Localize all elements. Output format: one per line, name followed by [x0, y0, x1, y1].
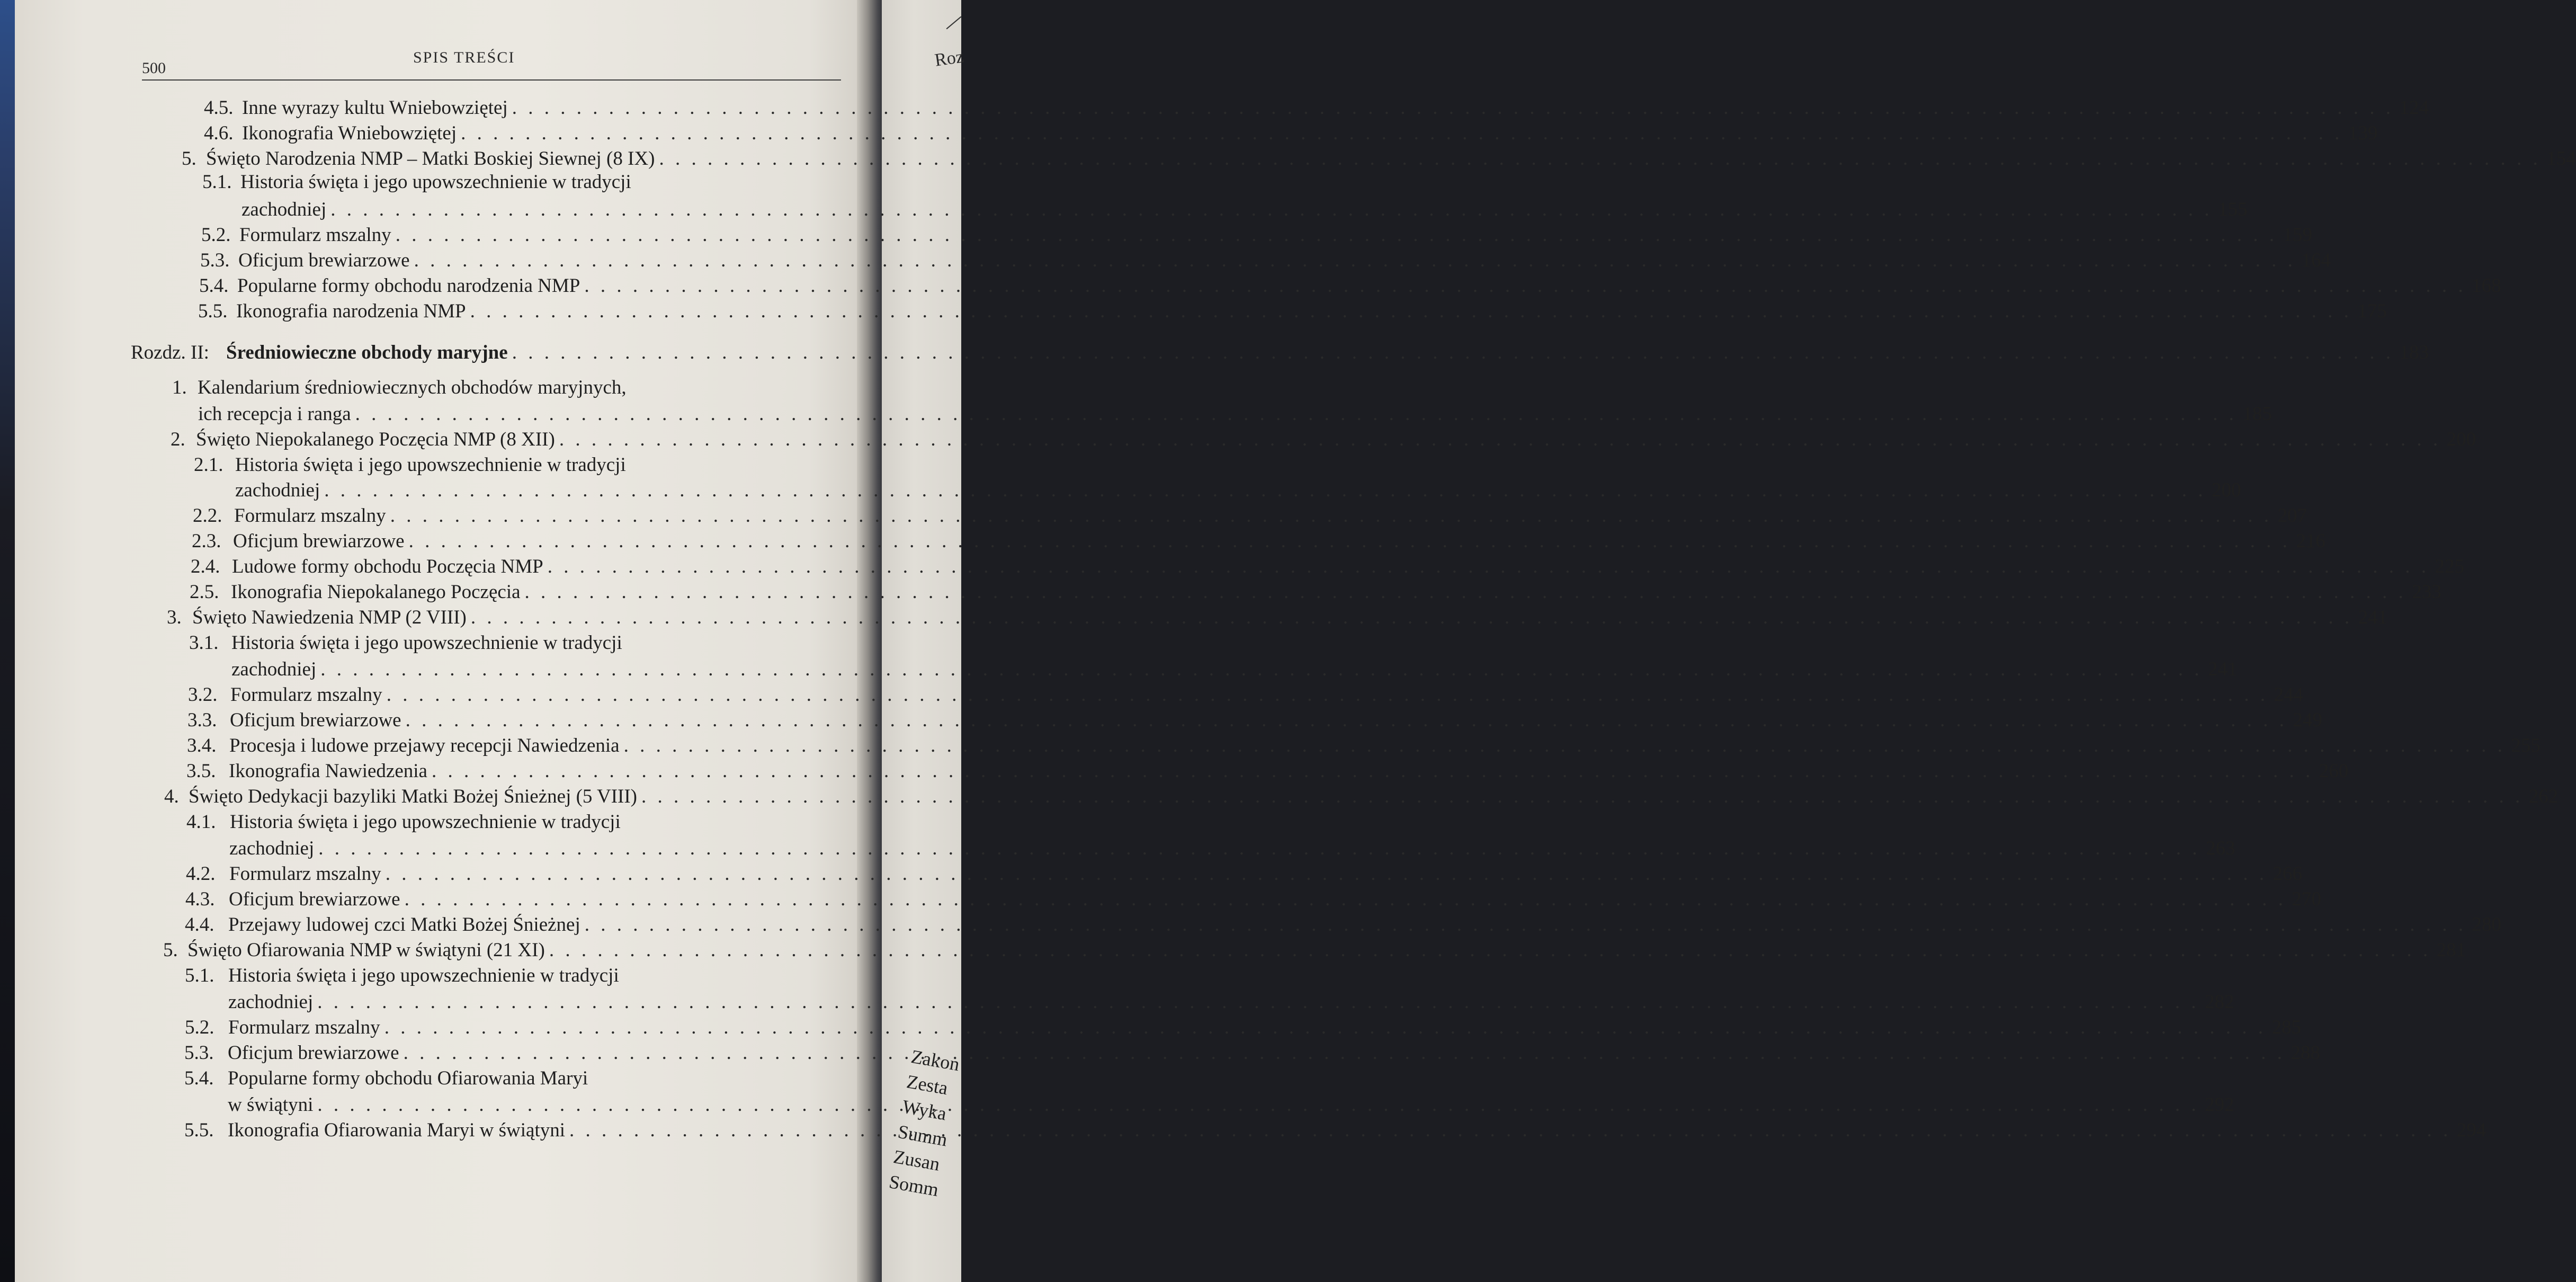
- toc-entry-title: Popularne formy obchodu narodzenia NMP: [237, 275, 580, 297]
- toc-entry-number: 4.5.: [204, 97, 234, 119]
- toc-entry-page: 255: [2511, 735, 2541, 756]
- toc-entry: [185, 1016, 2301, 1039]
- page-number: 500: [142, 59, 166, 77]
- toc-entry: [185, 888, 2321, 911]
- toc-entry: [185, 913, 2502, 937]
- toc-entry-page: 270: [2292, 888, 2321, 910]
- toc-entry-first-line: [189, 631, 622, 655]
- dot-leader: [525, 581, 2407, 604]
- toc-entry-page: 263: [2206, 838, 2235, 859]
- toc-entry-title-continued: zachodniej: [241, 199, 327, 220]
- dot-leader: [471, 606, 2353, 629]
- running-title: SPIS TREŚCI: [413, 49, 515, 66]
- toc-entry-page: 282: [2205, 991, 2234, 1013]
- dot-leader: [324, 479, 2206, 502]
- dot-leader: [317, 991, 2199, 1014]
- dot-leader: [386, 862, 2267, 886]
- toc-entry-title: Historia święta i jego upowszechnienie w tradycji: [235, 454, 626, 476]
- toc-entry-title-continued: ich recepcja i ranga: [198, 403, 351, 425]
- toc-entry: [198, 300, 2387, 323]
- toc-entry-title: Procesja i ludowe przejawy recepcji Nawiedzenia: [229, 735, 620, 756]
- toc-entry-title: Formularz mszalny: [234, 505, 386, 527]
- toc-entry-page: 285: [2271, 1017, 2301, 1038]
- toc-entry-number: 5.3.: [184, 1042, 214, 1064]
- toc-entry-number: 5.1.: [202, 171, 232, 193]
- toc-entry-title: Święto Nawiedzenia NMP (2 VIII): [192, 607, 467, 628]
- toc-entry-title-continued: zachodniej: [229, 838, 315, 859]
- toc-entry-title: Ikonografia Ofiarowania Maryi w świątyni: [228, 1119, 566, 1141]
- toc-entry-page: 249: [2293, 709, 2322, 731]
- toc-entry: [164, 785, 2559, 808]
- toc-entry-title: Oficjum brewiarzowe: [229, 888, 400, 910]
- toc-entry-title: Święto Niepokalanego Poczęcia NMP (8 XII): [196, 429, 555, 450]
- dot-leader: [559, 428, 2441, 451]
- toc-entry-page: 233: [2412, 581, 2441, 603]
- dot-leader: [396, 224, 2277, 247]
- toc-entry-title: Święto Ofiarowania NMP w świątyni (21 XI): [187, 939, 545, 961]
- toc-entry-number: 5.4.: [199, 275, 229, 297]
- toc-entry-page: 139: [2348, 122, 2378, 144]
- toc-entry-page: 216: [2296, 530, 2325, 552]
- toc-entry: [231, 658, 2238, 681]
- toc-entry-page: 164: [2301, 250, 2331, 271]
- toc-entry-number: 4.6.: [204, 122, 234, 144]
- dot-leader: [641, 785, 2523, 808]
- toc-entry-number: 4.3.: [185, 888, 215, 910]
- dot-leader: [320, 658, 2202, 681]
- toc-entry-number: 5.3.: [200, 250, 230, 271]
- toc-entry-number: 3.: [167, 607, 182, 628]
- toc-entry-number: 2.1.: [194, 454, 223, 476]
- toc-entry-title: Historia święta i jego upowszechnienie w tradycji: [240, 171, 631, 193]
- toc-entry-page: 207: [2277, 505, 2307, 527]
- chapter-title: Średniowieczne obchody maryjne: [226, 342, 508, 363]
- dot-leader: [414, 249, 2296, 272]
- toc-entry-first-line: [172, 376, 627, 399]
- toc-entry-page: 159: [2283, 224, 2312, 246]
- dot-leader: [432, 760, 2313, 783]
- toc-entry-page: 200: [2446, 429, 2476, 450]
- chapter-number: Rozdz. II:: [131, 342, 209, 363]
- toc-entry-page: 225: [2435, 556, 2465, 577]
- toc-entry-title: Formularz mszalny: [228, 1017, 380, 1038]
- toc-entry-title-continued: zachodniej: [228, 991, 314, 1013]
- toc-entry-number: 2.5.: [190, 581, 219, 603]
- toc-entry-number: 2.4.: [191, 556, 220, 577]
- toc-entry-number: 4.2.: [186, 863, 216, 885]
- dot-leader: [584, 274, 2466, 298]
- toc-entry-title: Święto Narodzenia NMP – Matki Boskiej Siewnej (8 IX): [206, 148, 655, 170]
- adjacent-fragment: Wyka: [900, 1096, 949, 1125]
- toc-entry-page: 281: [2436, 939, 2466, 961]
- toc-entry: [190, 581, 2441, 604]
- toc-entry: [204, 96, 2429, 120]
- toc-entry-number: 5.: [163, 939, 178, 961]
- toc-entry: [187, 734, 2541, 758]
- toc-entry-page: 124: [2399, 97, 2429, 119]
- toc-entry-title: Formularz mszalny: [229, 863, 381, 885]
- dot-leader: [384, 1016, 2266, 1039]
- toc-entry-page: 155: [2218, 199, 2248, 220]
- toc-entry-number: 2.: [171, 429, 185, 450]
- adjacent-fragment: Zesta: [905, 1071, 950, 1099]
- toc-entry-number: 3.1.: [189, 632, 219, 654]
- toc-entry-page: 154: [2546, 148, 2576, 170]
- toc-entry: [171, 428, 2476, 451]
- toc-entry-title: Kalendarium średniowiecznych obchodów maryjnych,: [198, 377, 627, 398]
- toc-entry-page: 241: [2208, 658, 2238, 680]
- toc-entry: [200, 249, 2331, 272]
- toc-entry-title: Popularne formy obchodu Ofiarowania Maryi: [228, 1067, 588, 1089]
- toc-entry: [186, 760, 2349, 783]
- toc-entry: [187, 709, 2322, 732]
- toc-entry-number: 3.4.: [187, 735, 217, 756]
- dot-leader: [470, 300, 2352, 323]
- toc-entry: [241, 198, 2248, 221]
- toc-entry-title: Formularz mszalny: [239, 224, 391, 246]
- toc-entry: [182, 147, 2576, 171]
- chapter-entry: [131, 341, 2429, 364]
- toc-entry-title: Historia święta i jego upowszechnienie w tradycji: [228, 965, 619, 986]
- dot-leader: [512, 96, 2394, 120]
- toc-entry-title: Ikonografia Wniebowziętej: [242, 122, 457, 144]
- toc-entry-first-line: [194, 453, 626, 477]
- toc-entry-number: 3.3.: [187, 709, 217, 731]
- toc-entry-number: 5.5.: [198, 300, 228, 322]
- adjacent-fragment: Zakon: [909, 1045, 961, 1075]
- toc-entry-number: 5.2.: [201, 224, 231, 246]
- toc-entry-title-continued: zachodniej: [235, 479, 320, 501]
- toc-entry-page: 266: [2273, 863, 2302, 885]
- dot-leader: [405, 888, 2286, 911]
- toc-entry-page: 280: [2472, 914, 2502, 936]
- toc-entry-page: 294: [2456, 1119, 2486, 1141]
- toc-entry-number: 2.3.: [192, 530, 221, 552]
- toc-entry: [167, 606, 2388, 629]
- toc-entry-page: 288: [2291, 1042, 2320, 1064]
- toc-entry: [235, 479, 2241, 502]
- adjacent-page-header-fragment: Roz: [933, 47, 965, 70]
- dot-leader: [512, 341, 2394, 364]
- toc-entry-number: 4.4.: [185, 914, 214, 936]
- toc-entry-number: 5.2.: [185, 1017, 214, 1038]
- dot-leader: [330, 198, 2212, 221]
- toc-entry-first-line: [186, 811, 621, 834]
- toc-entry-title-continued: zachodniej: [231, 658, 317, 680]
- dot-leader: [317, 1093, 2199, 1117]
- dot-leader: [355, 403, 2237, 426]
- dot-leader: [548, 555, 2429, 578]
- toc-entry-first-line: [184, 1067, 588, 1090]
- toc-entry-number: 4.: [164, 786, 179, 807]
- toc-entry-title: Ludowe formy obchodu Poczęcia NMP: [232, 556, 543, 577]
- toc-entry-number: 5.1.: [185, 965, 214, 986]
- toc-entry-title: Historia święta i jego upowszechnienie w tradycji: [231, 632, 622, 654]
- toc-entry: [163, 939, 2466, 962]
- toc-entry-page: 183: [2399, 342, 2429, 363]
- toc-entry: [199, 274, 2501, 298]
- toc-entry: [201, 224, 2312, 247]
- adjacent-fragment: Somm: [887, 1171, 941, 1201]
- toc-entry: [188, 683, 2303, 707]
- toc-entry-first-line: [185, 964, 619, 987]
- adjacent-fragment: Summ: [896, 1120, 949, 1151]
- toc-entry-title: Ikonografia narodzenia NMP: [236, 300, 466, 322]
- toc-entry-title-continued: w świątyni: [228, 1094, 314, 1116]
- toc-entry-title: Formularz mszalny: [230, 684, 382, 706]
- dot-leader: [659, 147, 2541, 171]
- dot-leader: [387, 683, 2268, 707]
- toc-entry-number: 1.: [172, 377, 187, 398]
- toc-entry-number: 3.5.: [186, 760, 216, 782]
- toc-entry-page: 241: [2358, 607, 2388, 628]
- toc-entry-page: 185: [2242, 403, 2272, 425]
- toc-entry: [204, 122, 2378, 145]
- dot-leader: [461, 122, 2342, 145]
- dot-leader: [409, 530, 2291, 553]
- toc-entry: [186, 862, 2302, 886]
- toc-entry-title: Oficjum brewiarzowe: [228, 1042, 399, 1064]
- toc-entry-number: 4.1.: [186, 811, 216, 833]
- dot-leader: [624, 734, 2506, 758]
- toc-entry-number: 3.2.: [188, 684, 218, 706]
- toc-entry-page: 200: [2212, 479, 2241, 501]
- toc-entry-page: 262: [2528, 786, 2559, 807]
- dot-leader: [318, 837, 2200, 860]
- toc-entry-title: Oficjum brewiarzowe: [233, 530, 405, 552]
- toc-entry-number: 5.: [182, 148, 196, 170]
- toc-entry-title: Ikonografia Niepokalanego Poczęcia: [231, 581, 521, 603]
- dot-leader: [569, 1119, 2451, 1142]
- toc-entry-number: 5.5.: [184, 1119, 214, 1141]
- toc-entry-title: Święto Dedykacji bazyliki Matki Bożej Śnieżnej (5 VIII): [189, 786, 638, 807]
- toc-entry-title: Oficjum brewiarzowe: [230, 709, 401, 731]
- toc-entry-number: 2.2.: [193, 505, 222, 527]
- dot-leader: [549, 939, 2431, 962]
- toc-entry-title: Historia święta i jego upowszechnienie w tradycji: [230, 811, 621, 833]
- toc-entry-title: Inne wyrazy kultu Wniebowziętej: [242, 97, 508, 119]
- toc-entry: [198, 403, 2272, 426]
- toc-entry-page: 244: [2274, 684, 2303, 706]
- toc-entry: [191, 555, 2465, 578]
- toc-entry-title: Ikonografia Nawiedzenia: [229, 760, 427, 782]
- dot-leader: [406, 709, 2287, 732]
- toc-entry-page: 260: [2319, 760, 2349, 782]
- toc-entry-number: 5.4.: [184, 1067, 214, 1089]
- toc-entry: [193, 504, 2307, 528]
- toc-entry-title: Oficjum brewiarzowe: [238, 250, 410, 271]
- toc-entry: [228, 991, 2234, 1014]
- toc-entry-page: 292: [2205, 1094, 2234, 1116]
- dot-leader: [404, 1041, 2285, 1065]
- dot-leader: [585, 913, 2466, 937]
- toc-entry: [229, 837, 2235, 860]
- toc-entry-page: 175: [2357, 300, 2387, 322]
- adjacent-fragment: Zusan: [892, 1146, 942, 1175]
- toc-entry-page: 168: [2472, 275, 2501, 297]
- toc-entry-title: Przejawy ludowej czci Matki Bożej Śnieżnej: [228, 914, 580, 936]
- toc-entry: [192, 530, 2325, 553]
- toc-entry-first-line: [202, 171, 631, 194]
- dot-leader: [390, 504, 2272, 528]
